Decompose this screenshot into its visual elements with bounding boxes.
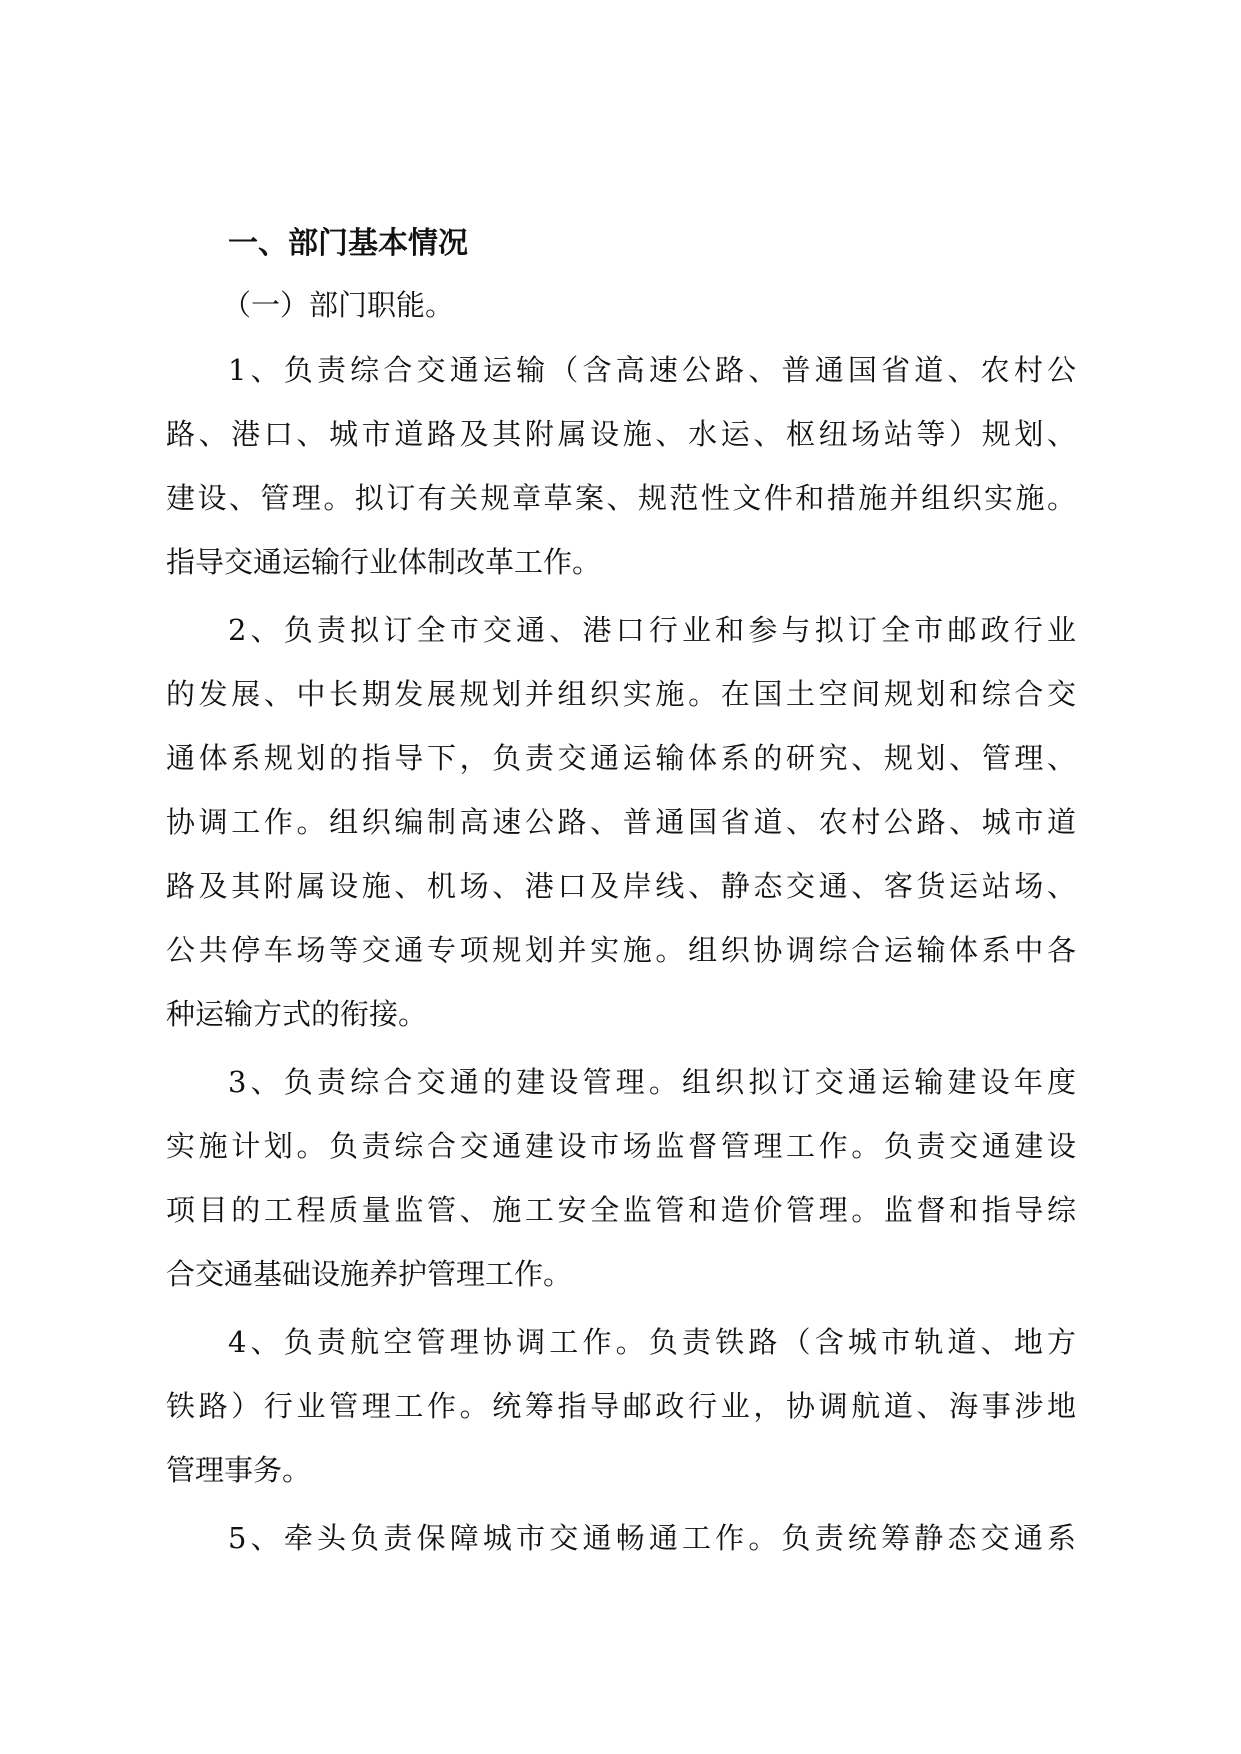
paragraph — [166, 1310, 1076, 1502]
paragraph-line: 通体系规划的指导下，负责交通运输体系的研究、规划、管理、 — [166, 741, 1076, 775]
paragraph — [166, 1506, 1076, 1570]
paragraph-line: 管理事务。 — [166, 1453, 312, 1487]
paragraph-line: 铁路）行业管理工作。统筹指导邮政行业，协调航道、海事涉地 — [166, 1389, 1076, 1423]
paragraphs — [166, 338, 1076, 1570]
paragraph-line: 1、负责综合交通运输（含高速公路、普通国省道、农村公 — [228, 353, 1076, 387]
paragraph-line: 路及其附属设施、机场、港口及岸线、静态交通、客货运站场、 — [166, 869, 1076, 903]
subsection-heading: （一）部门职能。 — [222, 288, 455, 322]
paragraph-line: 2、负责拟订全市交通、港口行业和参与拟订全市邮政行业 — [228, 613, 1076, 647]
paragraph-line: 5、牵头负责保障城市交通畅通工作。负责统筹静态交通系 — [228, 1521, 1076, 1555]
paragraph — [166, 1050, 1076, 1306]
paragraph-line: 协调工作。组织编制高速公路、普通国省道、农村公路、城市道 — [166, 805, 1076, 839]
paragraph-line: 实施计划。负责综合交通建设市场监督管理工作。负责交通建设 — [166, 1129, 1076, 1163]
paragraph-line: 指导交通运输行业体制改革工作。 — [166, 545, 602, 579]
paragraph — [166, 598, 1076, 1046]
paragraph-line: 的发展、中长期发展规划并组织实施。在国土空间规划和综合交 — [166, 677, 1076, 711]
section-heading: 一、部门基本情况 — [228, 226, 468, 261]
paragraph-line: 建设、管理。拟订有关规章草案、规范性文件和措施并组织实施。 — [166, 481, 1076, 515]
paragraph-line: 3、负责综合交通的建设管理。组织拟订交通运输建设年度 — [228, 1065, 1076, 1099]
paragraph-line: 种运输方式的衔接。 — [166, 997, 428, 1031]
paragraph-line: 合交通基础设施养护管理工作。 — [166, 1257, 573, 1291]
paragraph-line: 公共停车场等交通专项规划并实施。组织协调综合运输体系中各 — [166, 933, 1076, 967]
paragraph — [166, 338, 1076, 594]
paragraph-line: 项目的工程质量监管、施工安全监管和造价管理。监督和指导综 — [166, 1193, 1076, 1227]
document-body — [166, 212, 1076, 1570]
paragraph-line: 路、港口、城市道路及其附属设施、水运、枢纽场站等）规划、 — [166, 417, 1076, 451]
paragraph-line: 4、负责航空管理协调工作。负责铁路（含城市轨道、地方 — [228, 1325, 1076, 1359]
